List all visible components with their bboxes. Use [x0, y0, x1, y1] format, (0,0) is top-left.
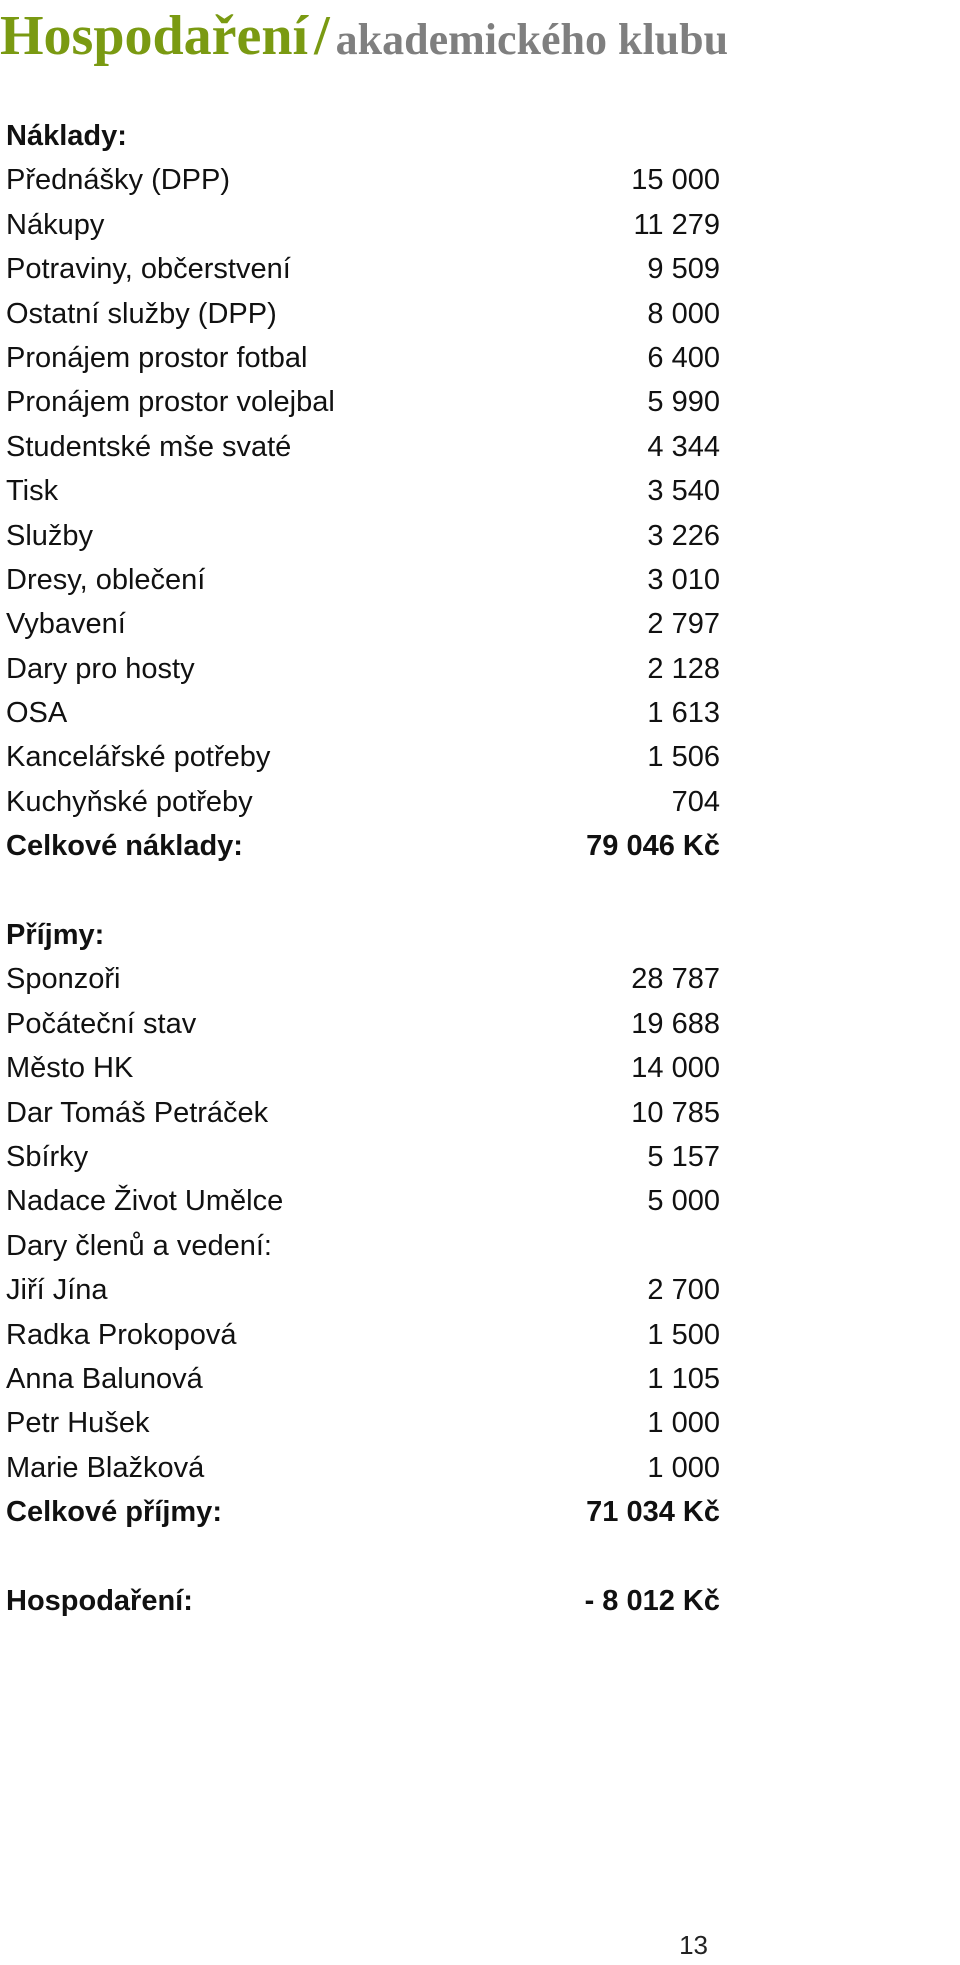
expense-row [6, 425, 720, 469]
income-row [6, 1357, 720, 1401]
expense-row [6, 691, 720, 735]
expenses-total-label: Celkové náklady: [6, 830, 243, 863]
income-label: Jiří Jína [6, 1274, 108, 1307]
expense-value: 3 540 [647, 475, 720, 508]
income-label: Sbírky [6, 1140, 89, 1173]
expense-value: 11 279 [633, 208, 720, 241]
expense-value: 5 990 [647, 386, 720, 419]
expense-label: Kuchyňské potřeby [6, 785, 253, 818]
expense-value: 2 797 [647, 608, 720, 641]
income-row [6, 1135, 720, 1179]
income-label: Petr Hušek [6, 1407, 150, 1440]
expense-label: OSA [6, 697, 68, 730]
expense-row [6, 292, 720, 336]
income-subheading-row [6, 1224, 720, 1268]
expense-label: Přednášky (DPP) [6, 164, 231, 197]
title-separator: / [314, 5, 330, 67]
expense-label: Pronájem prostor fotbal [6, 341, 308, 374]
balance-value: - 8 012 Kč [584, 1584, 720, 1617]
income-row [6, 1002, 720, 1046]
page-number: 13 [679, 1930, 708, 1960]
income-value: 1 000 [647, 1451, 720, 1484]
expense-row [6, 514, 720, 558]
expense-row [6, 336, 720, 380]
income-row [6, 957, 720, 1001]
income-label: Dar Tomáš Petráček [6, 1096, 269, 1129]
income-value: 5 157 [647, 1140, 720, 1173]
expense-label: Tisk [6, 475, 59, 508]
section-spacer [6, 1535, 720, 1579]
expense-value: 1 613 [647, 697, 720, 730]
income-value: 10 785 [631, 1096, 720, 1129]
expenses-heading-label: Náklady: [6, 120, 127, 152]
income-value: 19 688 [631, 1007, 720, 1040]
title-main: Hospodaření [0, 5, 309, 67]
expenses-list [6, 158, 720, 824]
income-value: 5 000 [647, 1185, 720, 1218]
expense-label: Vybavení [6, 608, 126, 641]
income-label: Nadace Život Umělce [6, 1185, 284, 1218]
section-spacer [6, 869, 720, 913]
income-label: Anna Balunová [6, 1362, 203, 1395]
expenses-total-value: 79 046 Kč [586, 830, 720, 863]
expense-label: Kancelářské potřeby [6, 741, 271, 774]
income-label: Počáteční stav [6, 1007, 197, 1040]
expense-row [6, 203, 720, 247]
expense-row [6, 602, 720, 646]
expense-value: 15 000 [631, 164, 720, 197]
income-subheading-label: Dary členů a vedení: [6, 1229, 272, 1262]
expense-row [6, 247, 720, 291]
ledger [6, 114, 720, 1623]
income-total-row [6, 1490, 720, 1534]
expense-row [6, 647, 720, 691]
income-total-label: Celkové příjmy: [6, 1496, 222, 1529]
income-label: Sponzoři [6, 963, 121, 996]
income-value: 1 105 [647, 1362, 720, 1395]
income-row [6, 1091, 720, 1135]
income-row [6, 1313, 720, 1357]
income-row [6, 1268, 720, 1312]
expense-value: 4 344 [647, 430, 720, 463]
income-list [6, 957, 720, 1490]
income-row [6, 1046, 720, 1090]
expense-row [6, 469, 720, 513]
expense-value: 2 128 [647, 652, 720, 685]
expenses-total-row [6, 824, 720, 868]
income-value: 28 787 [631, 963, 720, 996]
income-label: Radka Prokopová [6, 1318, 237, 1351]
expense-row [6, 380, 720, 424]
expense-value: 9 509 [647, 253, 720, 286]
expense-value: 3 010 [647, 563, 720, 596]
income-row [6, 1446, 720, 1490]
expense-value: 3 226 [647, 519, 720, 552]
expense-label: Ostatní služby (DPP) [6, 297, 277, 330]
expense-label: Dresy, oblečení [6, 563, 206, 596]
expense-label: Dary pro hosty [6, 652, 195, 685]
expense-value: 6 400 [647, 341, 720, 374]
expense-row [6, 558, 720, 602]
title-subtitle: akademického klubu [335, 15, 729, 64]
income-value: 1 000 [647, 1407, 720, 1440]
balance-row [6, 1579, 720, 1623]
expense-row [6, 158, 720, 202]
expenses-heading [6, 114, 720, 158]
income-value: 14 000 [631, 1052, 720, 1085]
balance-label: Hospodaření: [6, 1584, 193, 1617]
income-row [6, 1179, 720, 1223]
income-row [6, 1401, 720, 1445]
income-value: 2 700 [647, 1274, 720, 1307]
income-total-value: 71 034 Kč [586, 1496, 720, 1529]
income-heading [6, 913, 720, 957]
expense-value: 1 506 [647, 741, 720, 774]
expense-row [6, 780, 720, 824]
page-title [0, 4, 728, 68]
income-heading-label: Příjmy: [6, 919, 105, 952]
expense-label: Nákupy [6, 208, 105, 241]
expense-label: Služby [6, 519, 94, 552]
expense-label: Pronájem prostor volejbal [6, 386, 335, 419]
expense-label: Potraviny, občerstvení [6, 253, 291, 286]
income-label: Město HK [6, 1052, 134, 1085]
expense-label: Studentské mše svaté [6, 430, 292, 463]
expense-value: 8 000 [647, 297, 720, 330]
income-value: 1 500 [647, 1318, 720, 1351]
income-label: Marie Blažková [6, 1451, 205, 1484]
expense-value: 704 [671, 785, 720, 818]
expense-row [6, 735, 720, 779]
